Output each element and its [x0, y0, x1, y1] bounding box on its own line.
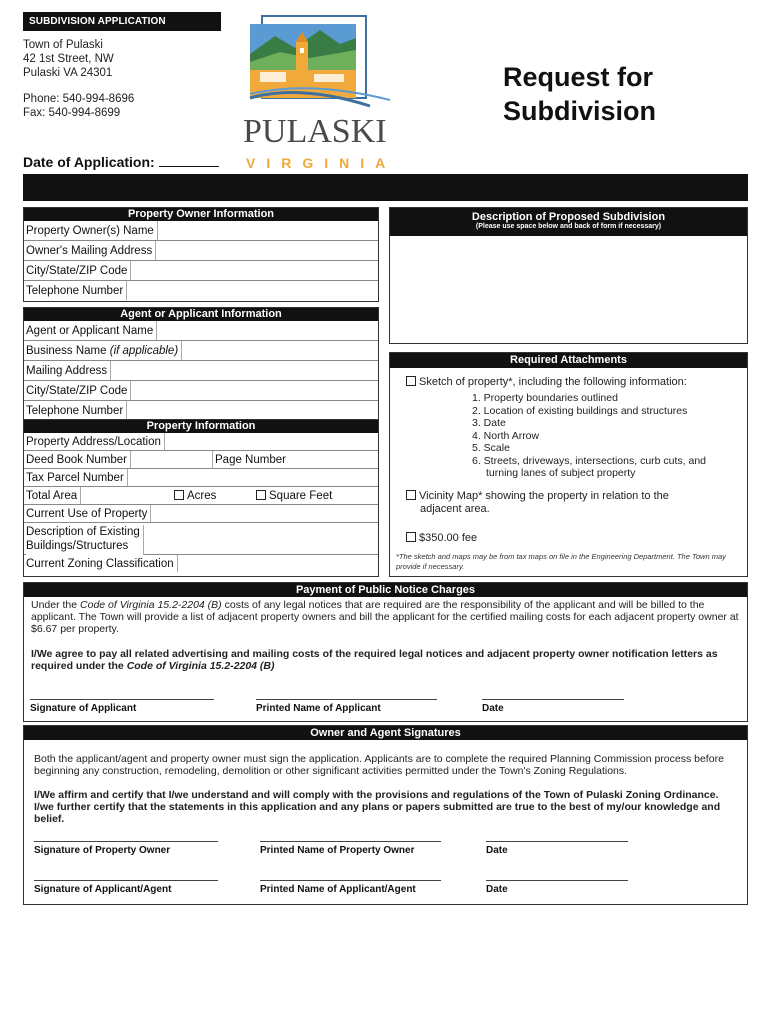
existing-structures-field[interactable] — [24, 523, 378, 555]
agent-phone-field[interactable] — [24, 401, 378, 421]
square-feet-option[interactable] — [256, 487, 332, 505]
field-label: Tax Parcel Number — [26, 469, 128, 486]
section-heading: Property Owner Information — [24, 208, 378, 221]
title-line: Request for — [503, 62, 654, 92]
signature-label: Printed Name of Applicant/Agent — [260, 884, 416, 895]
phone-number: Phone: 540-994-8696 — [23, 93, 135, 105]
field-label: Current Zoning Classification — [26, 555, 178, 572]
list-item: 6. Streets, driveways, intersections, curb cuts, and — [472, 454, 707, 467]
square-feet-checkbox[interactable] — [256, 490, 266, 500]
contact-info — [23, 92, 134, 120]
affirmation-paragraph: I/We affirm and certify that I/we understand and will comply with the provisions and regulations of the Town of Pulaski Zoning Ordinance. I/we further certify that the statements in this application and any plans or papers submitted are true to the best of my/our knowledge and belief. — [34, 789, 721, 825]
fee-item — [406, 532, 477, 545]
sketch-label: Sketch of property*, including the following information: — [419, 376, 687, 388]
logo-text: PULASKI — [243, 113, 387, 150]
list-item: 1. Property boundaries outlined — [472, 392, 618, 404]
address-line: Town of Pulaski — [23, 39, 103, 51]
address-line: 42 1st Street, NW — [23, 53, 114, 65]
page-number-label: Page Number — [212, 451, 286, 469]
square-feet-label: Square Feet — [269, 490, 333, 502]
signature-label: Signature of Property Owner — [34, 845, 171, 856]
text: Under the — [31, 599, 81, 611]
field-label: Mailing Address — [26, 361, 111, 380]
acres-checkbox[interactable] — [174, 490, 184, 500]
section-heading: Payment of Public Notice Charges — [24, 583, 747, 597]
field-label — [26, 525, 144, 555]
header-divider-bar — [23, 174, 748, 201]
attachments-note: *The sketch and maps may be from tax maps on file in the Engineering Department. The Town may provide if necessary. — [396, 552, 726, 571]
section-heading: Property Information — [24, 420, 378, 433]
field-label: Business Name — [26, 345, 107, 357]
field-label: Telephone Number — [26, 401, 127, 420]
acres-label: Acres — [187, 490, 217, 502]
field-label: City/State/ZIP Code — [26, 261, 131, 280]
fee-checkbox[interactable] — [406, 532, 416, 542]
description-section — [389, 207, 748, 344]
owner-section — [23, 207, 379, 302]
text: I/We agree to pay all related advertising and mailing costs of the required legal notices and adjacent property owner notification letters as required under the — [31, 648, 718, 672]
field-label: Total Area — [26, 487, 81, 504]
signature-label: Signature of Applicant — [30, 703, 137, 714]
owner-printed-name-line[interactable] — [260, 832, 441, 856]
field-label-line: Description of Existing — [26, 526, 140, 538]
fee-label: $350.00 fee — [419, 532, 478, 544]
agent-date-line[interactable] — [486, 871, 628, 895]
tax-parcel-field[interactable] — [24, 469, 378, 487]
form-tag: SUBDIVISION APPLICATION — [23, 12, 221, 31]
agent-signature-line[interactable] — [34, 871, 218, 895]
total-area-row — [24, 487, 378, 505]
property-section — [23, 419, 379, 577]
acres-option[interactable] — [174, 487, 216, 505]
field-label: Current Use of Property — [26, 505, 151, 522]
applicant-printed-name-line[interactable] — [256, 690, 437, 714]
signature-label: Date — [482, 703, 504, 714]
field-label-line: Buildings/Structures — [26, 540, 129, 552]
payment-paragraph — [24, 597, 747, 635]
title-line: Subdivision — [503, 96, 657, 126]
vicinity-item — [406, 490, 669, 516]
date-field[interactable] — [159, 155, 219, 167]
zoning-field[interactable] — [24, 555, 378, 573]
code-reference: Code of Virginia 15.2-2204 (B) — [80, 599, 222, 611]
section-heading: Agent or Applicant Information — [24, 308, 378, 321]
sketch-requirements-list — [472, 392, 706, 480]
logo-subtext: VIRGINIA — [246, 155, 397, 171]
date-label: Date of Application: — [23, 154, 155, 170]
section-heading: Required Attachments — [390, 353, 747, 368]
date-of-application — [23, 154, 219, 170]
list-item: turning lanes of subject property — [486, 467, 636, 479]
code-reference: Code of Virginia 15.2-2204 (B) — [126, 660, 275, 672]
agent-city-field[interactable] — [24, 381, 378, 401]
address-line: Pulaski VA 24301 — [23, 67, 113, 79]
signature-label: Signature of Applicant/Agent — [34, 884, 172, 895]
field-label: Agent or Applicant Name — [26, 321, 157, 340]
payment-agreement — [24, 635, 747, 672]
field-label: Telephone Number — [26, 281, 127, 300]
list-item: 4. North Arrow — [472, 429, 540, 442]
agent-name-field[interactable] — [24, 321, 378, 341]
signature-label: Date — [486, 845, 508, 856]
description-textarea[interactable] — [390, 236, 747, 342]
section-heading — [390, 208, 747, 236]
fax-number: Fax: 540-994-8699 — [23, 107, 121, 119]
owner-city-field[interactable] — [24, 261, 378, 281]
signature-label: Printed Name of Property Owner — [260, 845, 415, 856]
field-label: Deed Book Number — [26, 451, 131, 468]
applicant-date-line[interactable] — [482, 690, 624, 714]
list-item: 3. Date — [472, 417, 506, 429]
heading-subtext: (Please use space below and back of form if necessary) — [475, 223, 662, 230]
field-label: Property Owner(s) Name — [26, 221, 158, 240]
vicinity-label: Vicinity Map* showing the property in relation to the — [419, 490, 669, 502]
vicinity-label: adjacent area. — [420, 503, 490, 515]
owner-address-field[interactable] — [24, 241, 378, 261]
signature-label: Date — [486, 884, 508, 895]
current-use-field[interactable] — [24, 505, 378, 523]
section-heading: Owner and Agent Signatures — [24, 726, 747, 740]
field-label: Owner's Mailing Address — [26, 241, 156, 260]
business-name-field[interactable] — [24, 341, 378, 361]
sketch-item — [406, 376, 687, 389]
owner-date-line[interactable] — [486, 832, 628, 856]
field-label: City/State/ZIP Code — [26, 381, 131, 400]
signatures-paragraph: Both the applicant/agent and property owner must sign the application. Applicants are to complete the required Planning Commission process before beginning any construction, remodeling, demolition or other significant activities permitted under the Town's Zoning Regulations. — [34, 753, 724, 777]
town-address — [23, 38, 114, 80]
property-address-field[interactable] — [24, 433, 378, 451]
heading-text: Description of Proposed Subdivision — [471, 211, 666, 223]
agent-section — [23, 307, 379, 422]
owner-signature-line[interactable] — [34, 832, 218, 856]
page-title — [503, 60, 656, 128]
vicinity-checkbox[interactable] — [406, 490, 416, 500]
field-label: Property Address/Location — [26, 433, 165, 450]
signature-label: Printed Name of Applicant — [256, 703, 381, 714]
list-item: 2. Location of existing buildings and structures — [472, 404, 688, 417]
sketch-checkbox[interactable] — [406, 376, 416, 386]
field-label-suffix: (if applicable) — [109, 345, 179, 357]
deed-book-row — [24, 451, 378, 469]
list-item: 5. Scale — [472, 442, 510, 454]
agent-printed-name-line[interactable] — [260, 871, 441, 895]
applicant-signature-line[interactable] — [30, 690, 214, 714]
owner-name-field[interactable] — [24, 221, 378, 241]
agent-address-field[interactable] — [24, 361, 378, 381]
pulaski-logo — [240, 14, 400, 174]
text: costs of any legal notices that are required are the responsibility of the applicant and will be billed to the applicant. The Town will provide a list of adjacent property owners and bill the applicant for the certified mailing costs for each adjacent property owner at $6.67 per property. — [31, 599, 739, 635]
owner-phone-field[interactable] — [24, 281, 378, 301]
